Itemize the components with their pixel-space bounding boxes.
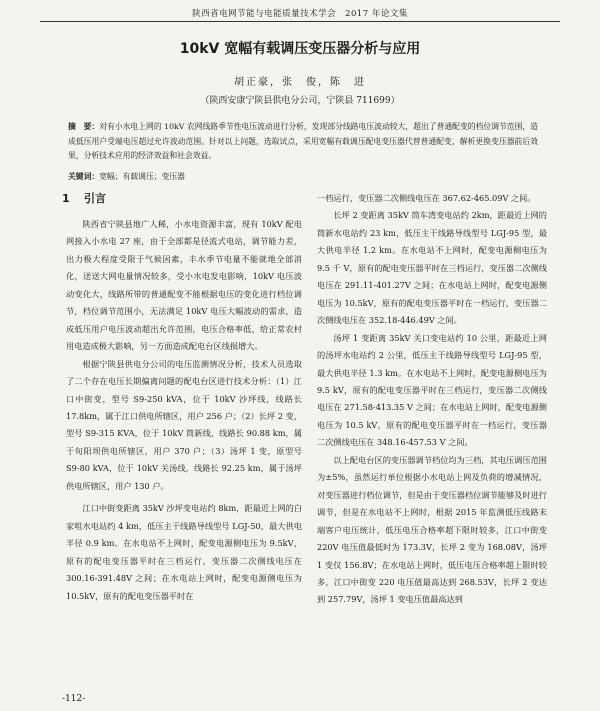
article-title: 10kV 宽幅有载调压变压器分析与应用 bbox=[179, 41, 421, 57]
keywords bbox=[68, 171, 538, 182]
paragraph: 汤坪 1 变距离 35kV 关口变电站约 10 公里，距最近上网的汤坪水电站约 2 公里，低压主干线路导线型号 LGJ-95 型，最大供电半径 1.3 km。在水电站不上网时，配变电源侧电压为 9.5 kV，原有的配电变压器平时在三档运行，变压器二次侧线电压在 271.58-413.35 V 之间；在水电站上网时，配变电源侧电压为 10.5 kV，原有的配电变压器平时在一档运行，变压器二次侧线电压在 348.16-457.53 V 之间。 bbox=[317, 332, 547, 448]
article-authors: 胡正豪，张 俊，陈 进 bbox=[234, 77, 366, 88]
paragraph: 江口中街变距离 35kV 沙坪变电站约 8km，距最近上网的白家咀水电站约 4 km，低压主干线路导线型号 LGJ-50，最大供电半径 0.9 km。在水电站不上网时，配变电源侧电压为 9.5kV，原有的配电变压器平时在三档运行，变压器二次侧线电压在 300.16-391.48V 之间；在水电站上网时，配变电源侧电压为 10.5kV，原有的配电变压器平时在 bbox=[66, 503, 302, 601]
section-number: 1 bbox=[62, 192, 70, 205]
left-column bbox=[62, 190, 302, 605]
paragraph: 一档运行，变压器二次侧线电压在 367.62-465.09V 之间。 bbox=[317, 193, 536, 203]
article-affiliation: （陕西安康宁陕县供电分公司，宁陕县 711699） bbox=[200, 96, 400, 106]
running-header: 陕西省电网节能与电能质量技术学会 2017 年论文集 bbox=[192, 9, 408, 19]
paragraph: 根据宁陕县供电分公司的电压监测情况分析，技术人员选取了二个存在电压长期偏离问题的配电台区进行技术分析：（1）江口中街变，型号 S9-250 kVA，位于 10kV 沙坪线，线路长 17.8km，属于江口供电所辖区，用户 256 户；（2）长坪 2 变，型号 S9-315 KVA，位于 10kV 筒新线，线路长 90.88 km，属于旬阳坝供电所辖区，用户 370 户；（3）汤坪 1 变，原型号 S9-80 kVA，位于 10kV 关汤线，线路长 92.25 km，属于汤坪供电所辖区，用户 130 户。 bbox=[66, 358, 302, 491]
paragraph: 长坪 2 变距离 35kV 筒车湾变电站约 2km，距最近上网的筒新水电站约 23 km，低压主干线路导线型号 LGJ-95 型，最大供电半径 1.2 km。在水电站不上网时，配变电源侧电压为 9.5 千 V，原有的配电变压器平时在三档运行，变压器二次侧线电压在 291.11-401.27V 之间；在水电站上网时，配变电源侧电压为 10.5kV，原有的配电变压器平时在一档运行，变压器二次侧线电压在 352.18-446.49V 之间。 bbox=[317, 210, 547, 326]
keywords-label: 关键词： bbox=[68, 172, 100, 181]
page-number: -112- bbox=[62, 694, 86, 704]
abstract-text: 对有小水电上网的 10kV 农网线路季节性电压波动进行分析，发现部分线路电压波动较大，超出了普通配变的档位调节范围，造成低压用户受端电压超过允许波动范围。针对以上问题，选取试点，采用宽幅有载调压配电变压器代替普通配变，解析更换变压器前后效果，分析技术应用的经济效益和社会效益。 bbox=[68, 122, 539, 161]
header-rule bbox=[40, 21, 560, 22]
abstract-label: 摘 要： bbox=[68, 122, 100, 131]
paragraph: 陕西省宁陕县地广人稀，小水电资源丰富，现有 10kV 配电网接入小水电 27 座，由于全部都是径流式电站，调节能力差，出力极大程度受限于气候因素，丰水季节电量不能就地全部消化，送送大网电量情况较多，受小水电发电影响，10kV 电压波动变化大，线路所带的普通配变不能根据电压的变化进行档位调节，档位调节范围小，无法满足 10kV 电压大幅波动的需求，造成低压用户电压波动超出允许范围，电压合格率低，给正常农村用电造成极大影响，另一方面造成配电台区线损增大。 bbox=[66, 219, 302, 352]
right-column bbox=[317, 190, 547, 609]
paragraph: 以上配电台区的变压器调节档位均为三档，其电压调压范围为±5%，虽然运行单位根据小水电站上网及负荷的增减情况，对变压器进行档位调节，但是由于变压器档位调节能够及时进行调节，但是在水电站不上网时，根据 2015 年监测低压线路末端客户电压统计，低压电压合格率超下限时较多，江口中街变 220V 电压值最低时为 173.3V，长坪 2 变为 168.08V，汤坪 1 变仅 156.8V；在水电站上网时，低压电压合格率超上限时较多，江口中街变 220 电压值最高达到 268.53V，长坪 2 变达到 257.79V，汤坪 1 变电压值最高达到 bbox=[317, 454, 547, 605]
keywords-text: 宽幅；有载调压；变压器 bbox=[99, 172, 185, 181]
section-title: 引言 bbox=[84, 192, 106, 205]
abstract bbox=[68, 120, 538, 164]
section-heading bbox=[62, 190, 302, 208]
